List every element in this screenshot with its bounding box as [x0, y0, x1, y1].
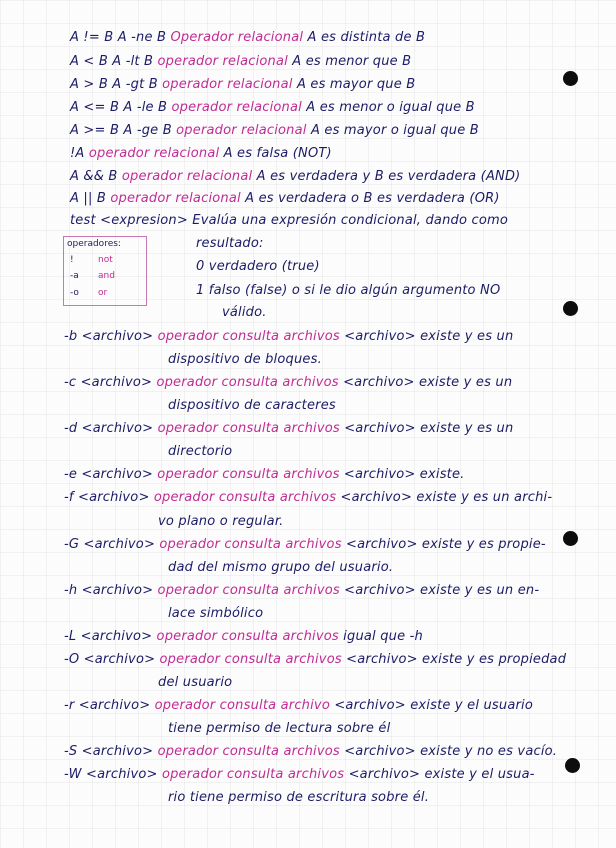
binder-hole-3 [563, 531, 578, 546]
note-line: -S <archivo> operador consulta archivos <archivo> existe y no es vacío. [64, 744, 558, 759]
note-line: -L <archivo> operador consulta archivos igual que -h [64, 629, 423, 644]
note-line: directorio [168, 444, 233, 459]
note-line: 1 falso (false) o si le dio algún argumento NO [196, 283, 501, 298]
operator-symbol: ! [70, 255, 74, 265]
operator-word: or [98, 288, 108, 298]
note-line: A || B operador relacional A es verdadera o B es verdadera (OR) [70, 191, 500, 206]
note-line: del usuario [158, 675, 233, 690]
note-line: -b <archivo> operador consulta archivos <archivo> existe y es un [64, 329, 514, 344]
note-line: -c <archivo> operador consulta archivos <archivo> existe y es un [64, 375, 513, 390]
note-line: rio tiene permiso de escritura sobre él. [168, 790, 430, 805]
note-line: -r <archivo> operador consulta archivo <archivo> existe y el usuario [64, 698, 533, 713]
binder-hole-2 [563, 301, 578, 316]
note-line: válido. [222, 305, 267, 320]
note-line: 0 verdadero (true) [196, 259, 320, 274]
note-line: -G <archivo> operador consulta archivos <archivo> existe y es propie- [64, 537, 546, 552]
note-line: -h <archivo> operador consulta archivos <archivo> existe y es un en- [64, 583, 540, 598]
operators-box [63, 236, 147, 306]
binder-hole-4 [565, 758, 580, 773]
operator-word: and [98, 271, 115, 281]
note-line: A < B A -lt B operador relacional A es menor que B [70, 54, 412, 69]
note-line: !A operador relacional A es falsa (NOT) [70, 146, 332, 161]
note-line: -d <archivo> operador consulta archivos <archivo> existe y es un [64, 421, 514, 436]
operator-symbol: -o [70, 288, 79, 298]
note-line: -W <archivo> operador consulta archivos <archivo> existe y el usua- [64, 767, 535, 782]
operators-box-title: operadores: [67, 239, 121, 249]
note-line: tiene permiso de lectura sobre él [168, 721, 391, 736]
note-line: A <= B A -le B operador relacional A es menor o igual que B [70, 100, 475, 115]
note-line: -f <archivo> operador consulta archivos <archivo> existe y es un archi- [64, 490, 553, 505]
note-line: dispositivo de bloques. [168, 352, 322, 367]
operator-symbol: -a [70, 271, 79, 281]
note-line: dispositivo de caracteres [168, 398, 336, 413]
note-line: lace simbólico [168, 606, 264, 621]
operator-word: not [98, 255, 113, 265]
note-line: vo plano o regular. [158, 514, 284, 529]
note-line: test <expresion> Evalúa una expresión condicional, dando como [70, 213, 508, 228]
note-line: A >= B A -ge B operador relacional A es mayor o igual que B [70, 123, 479, 138]
note-line: A != B A -ne B Operador relacional A es distinta de B [70, 30, 426, 45]
note-line: A > B A -gt B operador relacional A es mayor que B [70, 77, 416, 92]
note-line: -e <archivo> operador consulta archivos <archivo> existe. [64, 467, 465, 482]
note-line: A && B operador relacional A es verdadera y B es verdadera (AND) [70, 169, 521, 184]
note-line: dad del mismo grupo del usuario. [168, 560, 394, 575]
binder-hole-1 [563, 71, 578, 86]
note-line: -O <archivo> operador consulta archivos <archivo> existe y es propiedad [64, 652, 567, 667]
note-line: resultado: [196, 236, 264, 251]
